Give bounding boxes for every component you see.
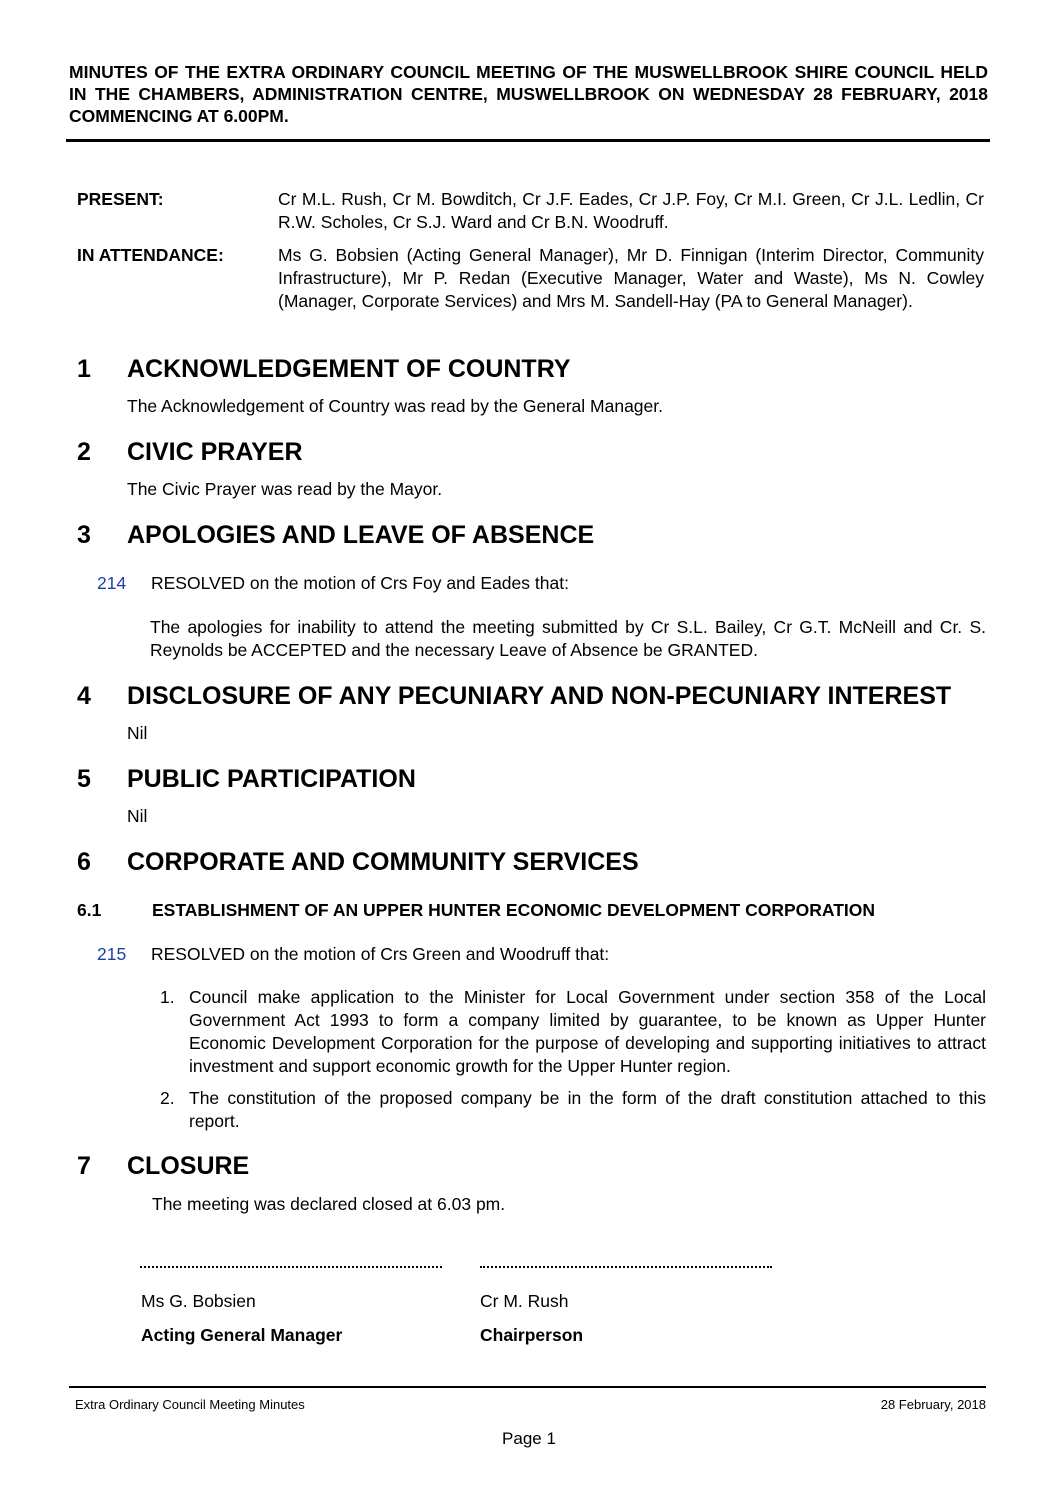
section-body: Nil (127, 723, 148, 743)
signatory-name: Ms G. Bobsien (141, 1291, 256, 1311)
subsection-number: 6.1 (77, 900, 102, 920)
section-heading: PUBLIC PARTICIPATION (127, 765, 416, 793)
list-item: The constitution of the proposed company be in the form of the draft constitution attached to this report. (189, 1088, 986, 1131)
section-heading: CLOSURE (127, 1152, 250, 1180)
resolution-text: RESOLVED on the motion of Crs Green and Woodruff that: (151, 944, 610, 964)
section-body: The Civic Prayer was read by the Mayor. (127, 479, 443, 499)
section-number: 2 (77, 438, 91, 466)
in-attendance-label: IN ATTENDANCE: (77, 245, 224, 265)
document-title: MINUTES OF THE EXTRA ORDINARY COUNCIL MEETING OF THE MUSWELLBROOK SHIRE COUNCIL HELD IN THE CHAMBERS, ADMINISTRATION CENTRE, MUSWELLBROOK ON WEDNESDAY 28 FEBRUARY, 2018 COMMENCING AT 6.00PM. (69, 62, 988, 126)
signatory-name: Cr M. Rush (480, 1291, 569, 1311)
header-divider (66, 139, 990, 142)
section-heading: DISCLOSURE OF ANY PECUNIARY AND NON-PECUNIARY INTEREST (127, 682, 952, 710)
in-attendance-text: Ms G. Bobsien (Acting General Manager), Mr D. Finnigan (Interim Director, Community Infrastructure), Mr P. Redan (Executive Manager, Water and Waste), Ms N. Cowley (Manager, Corporate Services) and Mrs M. Sandell-Hay (PA to General Manager). (278, 245, 984, 311)
section-heading: ACKNOWLEDGEMENT OF COUNTRY (127, 355, 571, 383)
list-item-number: 1. (160, 987, 175, 1007)
resolution-number: 215 (97, 944, 127, 964)
signature-line (140, 1266, 442, 1268)
subsection-heading: ESTABLISHMENT OF AN UPPER HUNTER ECONOMIC DEVELOPMENT CORPORATION (152, 900, 876, 920)
section-number: 6 (77, 848, 91, 876)
section-number: 7 (77, 1152, 91, 1180)
section-body: The meeting was declared closed at 6.03 pm. (152, 1194, 506, 1214)
footer-date: 28 February, 2018 (880, 1397, 986, 1412)
section-number: 5 (77, 765, 91, 793)
list-item: Council make application to the Minister for Local Government under section 358 of the Local Government Act 1993 to form a company limited by guarantee, to be known as Upper Hunter Economic Development Corporation for the purpose of developing and supporting initiatives to attract investment and support economic growth for the Upper Hunter region. (189, 987, 986, 1076)
present-text: Cr M.L. Rush, Cr M. Bowditch, Cr J.F. Eades, Cr J.P. Foy, Cr M.I. Green, Cr J.L. Ledlin, Cr R.W. Scholes, Cr S.J. Ward and Cr B.N. Woodruff. (278, 189, 984, 232)
resolution-text: RESOLVED on the motion of Crs Foy and Eades that: (151, 573, 569, 593)
page-number: Page 1 (502, 1429, 556, 1448)
section-number: 3 (77, 521, 91, 549)
footer-document-name: Extra Ordinary Council Meeting Minutes (75, 1397, 305, 1412)
resolution-number: 214 (97, 573, 127, 593)
section-heading: CORPORATE AND COMMUNITY SERVICES (127, 848, 639, 876)
footer-divider (69, 1386, 986, 1388)
section-heading: CIVIC PRAYER (127, 438, 303, 466)
section-body: The Acknowledgement of Country was read by the General Manager. (127, 396, 663, 416)
section-heading: APOLOGIES AND LEAVE OF ABSENCE (127, 521, 595, 549)
resolution-paragraph: The apologies for inability to attend the meeting submitted by Cr S.L. Bailey, Cr G.T. McNeill and Cr. S. Reynolds be ACCEPTED and the necessary Leave of Absence be GRANTED. (150, 617, 986, 660)
section-number: 4 (77, 682, 91, 710)
section-number: 1 (77, 355, 91, 383)
list-item-number: 2. (160, 1088, 175, 1108)
signatory-role: Acting General Manager (141, 1325, 343, 1345)
section-body: Nil (127, 806, 148, 826)
signatory-role: Chairperson (480, 1325, 584, 1345)
present-label: PRESENT: (77, 189, 164, 209)
signature-line (480, 1266, 772, 1268)
